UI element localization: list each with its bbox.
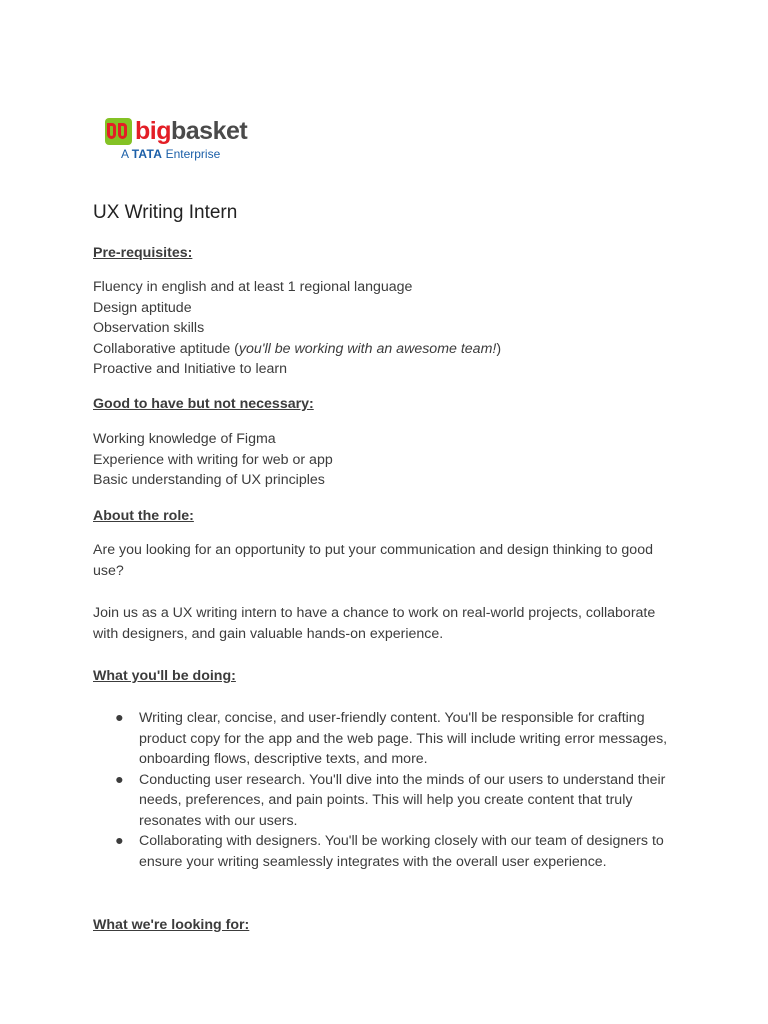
prereq-heading: Pre-requisites: bbox=[93, 245, 193, 261]
bullet-icon: ● bbox=[115, 833, 124, 849]
prereq-list bbox=[93, 277, 683, 380]
bigbasket-logo bbox=[105, 118, 247, 161]
doing-heading: What you'll be doing: bbox=[93, 668, 236, 684]
prereq-item-collab: Collaborative aptitude (you'll be working with an awesome team!) bbox=[93, 340, 502, 357]
prereq-item: Design aptitude bbox=[93, 299, 192, 316]
about-paragraph: Join us as a UX writing intern to have a chance to work on real-world projects, collaborate with designers, and gain valuable hands-on experience. bbox=[93, 605, 656, 642]
prereq-section bbox=[93, 243, 683, 264]
prereq-item: Fluency in english and at least 1 regional language bbox=[93, 279, 413, 295]
about-section bbox=[93, 506, 683, 527]
good-to-have-section bbox=[93, 394, 683, 415]
list-item: ● Conducting user research. You'll dive into the minds of our users to understand their needs, preferences, and pain points. This will help you create content that truly resonates with our users. bbox=[115, 771, 666, 829]
good-to-have-item: Basic understanding of UX principles bbox=[93, 472, 325, 488]
about-paragraph: Are you looking for an opportunity to put your communication and design thinking to good use? bbox=[93, 542, 653, 579]
list-item: ● Collaborating with designers. You'll be working closely with our team of designers to ensure your writing seamlessly integrates with the overall user experience. bbox=[115, 833, 664, 870]
good-to-have-item: Working knowledge of Figma bbox=[93, 431, 276, 447]
good-to-have-list bbox=[93, 429, 683, 491]
doing-section bbox=[93, 666, 683, 687]
looking-section bbox=[93, 915, 683, 936]
good-to-have-heading: Good to have but not necessary: bbox=[93, 396, 314, 412]
bullet-icon: ● bbox=[115, 771, 124, 788]
prereq-item: Proactive and Initiative to learn bbox=[93, 361, 288, 377]
logo-tagline: A TATA Enterprise bbox=[121, 147, 221, 161]
prereq-item: Observation skills bbox=[93, 320, 205, 336]
list-item: ● Writing clear, concise, and user-friendly content. You'll be responsible for crafting product copy for the app and the web page. This will include writing error messages, onboarding flows, descriptive texts, and more. bbox=[115, 710, 668, 767]
page-title: UX Writing Intern bbox=[93, 202, 238, 223]
logo-wordmark: bigbasket bbox=[135, 117, 248, 145]
good-to-have-item: Experience with writing for web or app bbox=[93, 451, 333, 468]
bigbasket-bb-icon bbox=[105, 118, 132, 145]
bullet-icon: ● bbox=[115, 710, 124, 726]
about-heading: About the role: bbox=[93, 508, 194, 524]
looking-heading: What we're looking for: bbox=[93, 917, 250, 933]
doing-list bbox=[93, 708, 683, 872]
